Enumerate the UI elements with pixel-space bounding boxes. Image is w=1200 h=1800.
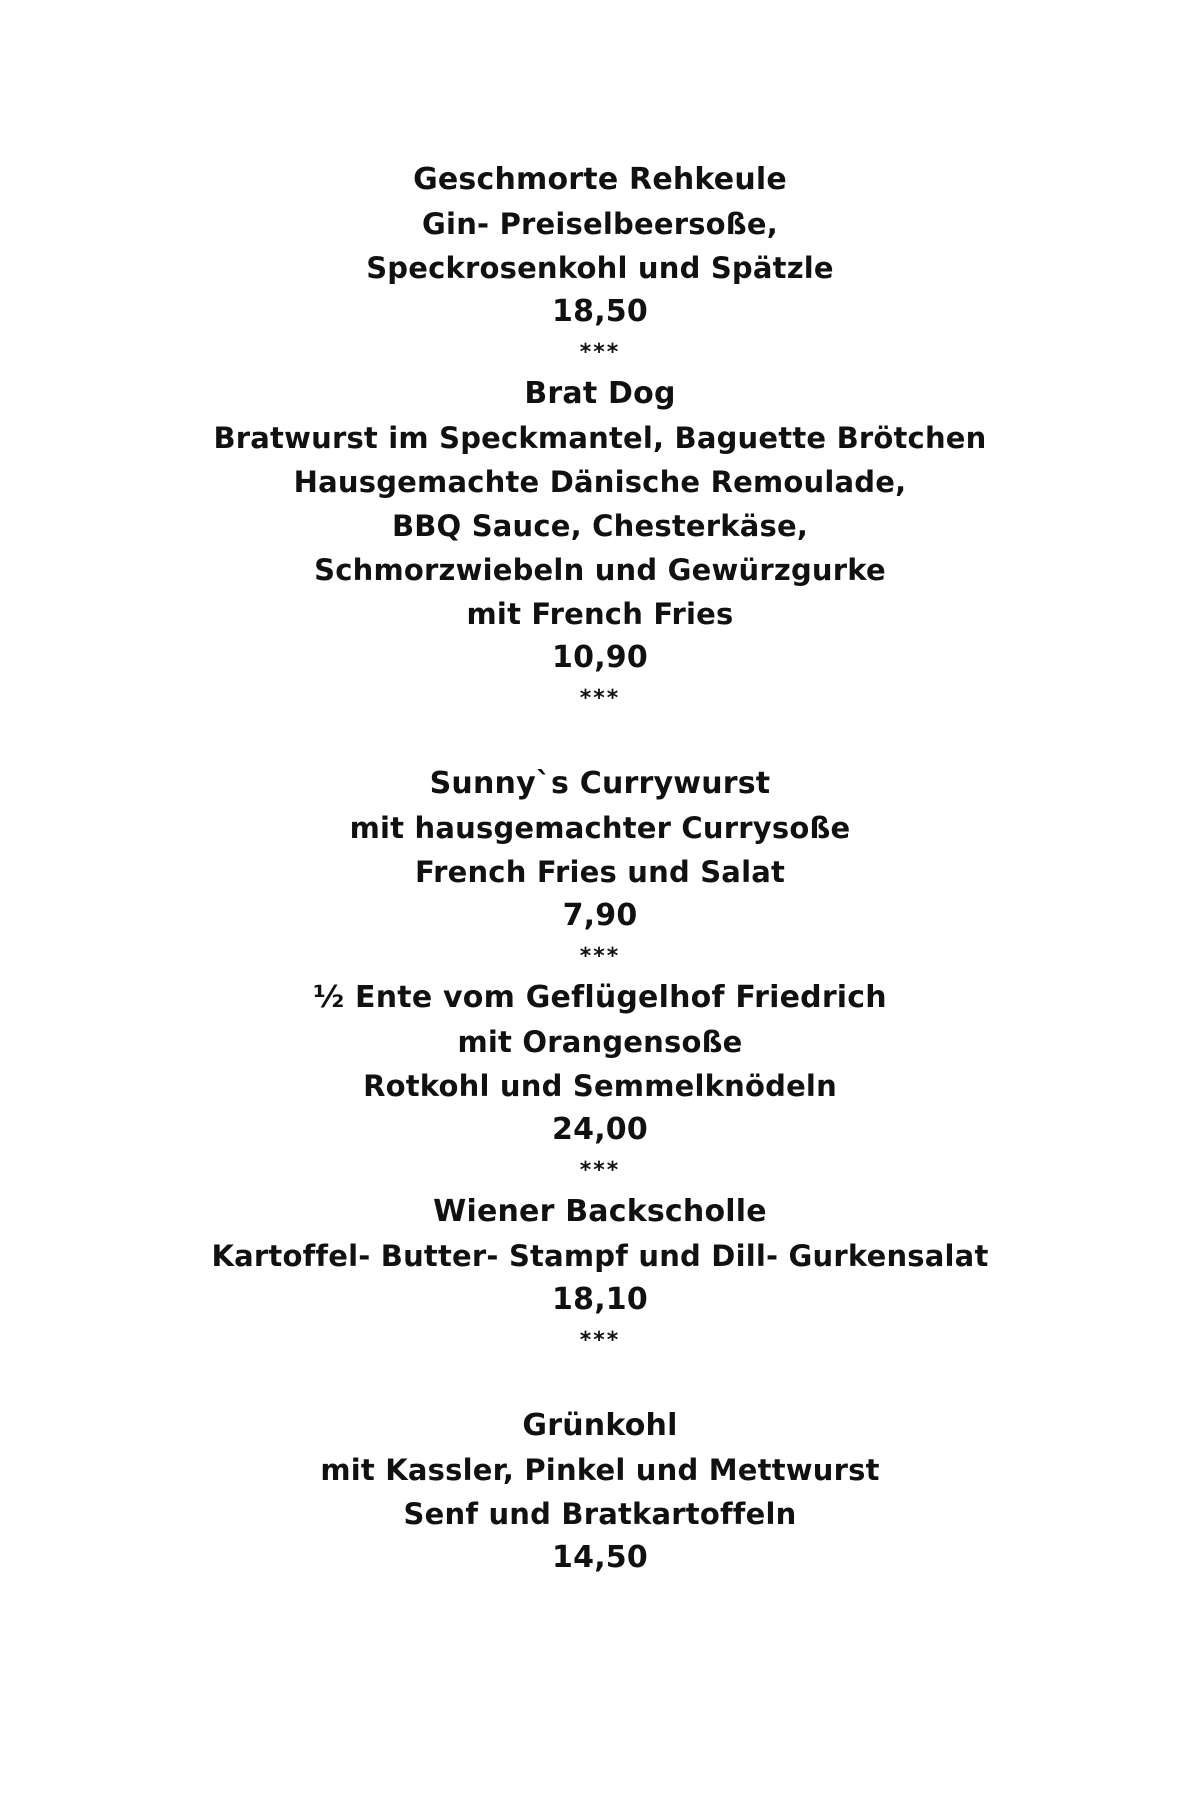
spacer xyxy=(0,1360,1200,1404)
dish-description-line: Speckrosenkohl und Spätzle xyxy=(366,251,834,285)
menu-item-gruenkohl xyxy=(0,1404,1200,1580)
dish-name: Brat Dog xyxy=(524,376,676,411)
dish-description-line: BBQ Sauce, Chesterkäse, xyxy=(391,509,809,543)
separator-stars: *** xyxy=(579,944,621,969)
menu-item-currywurst xyxy=(0,762,1200,972)
dish-name: Wiener Backscholle xyxy=(433,1194,767,1229)
dish-description-line: Schmorzwiebeln und Gewürzgurke xyxy=(314,553,886,587)
dish-description-line: Rotkohl und Semmelknödeln xyxy=(363,1069,837,1103)
dish-name: Geschmorte Rehkeule xyxy=(413,162,787,197)
menu-item-rehkeule xyxy=(0,158,1200,368)
menu-item-brat-dog xyxy=(0,372,1200,714)
dish-description-line: mit French Fries xyxy=(466,597,734,631)
dish-description-line: mit hausgemachter Currysoße xyxy=(349,811,851,845)
dish-price: 14,50 xyxy=(552,1540,648,1575)
separator-stars: *** xyxy=(579,1158,621,1183)
dish-description-line: mit Orangensoße xyxy=(457,1025,743,1059)
separator-stars: *** xyxy=(579,1328,621,1353)
dish-price: 7,90 xyxy=(562,898,638,933)
dish-description-line: Kartoffel- Butter- Stampf und Dill- Gurkensalat xyxy=(211,1239,989,1273)
dish-description-line: mit Kassler, Pinkel und Mettwurst xyxy=(320,1453,880,1487)
dish-price: 24,00 xyxy=(552,1112,648,1147)
separator-stars: *** xyxy=(579,340,621,365)
dish-price: 18,10 xyxy=(552,1282,648,1317)
dish-price: 10,90 xyxy=(552,640,648,675)
menu-item-backscholle xyxy=(0,1190,1200,1356)
dish-name: Sunny`s Currywurst xyxy=(429,766,771,801)
dish-description-line: Hausgemachte Dänische Remoulade, xyxy=(293,465,907,499)
spacer xyxy=(0,718,1200,762)
dish-description-line: French Fries und Salat xyxy=(414,855,786,889)
menu-item-ente xyxy=(0,976,1200,1186)
dish-description-line: Gin- Preiselbeersoße, xyxy=(422,207,778,241)
dish-name: ½ Ente vom Geflügelhof Friedrich xyxy=(313,980,887,1015)
dish-name: Grünkohl xyxy=(522,1408,678,1443)
dish-price: 18,50 xyxy=(552,294,648,329)
separator-stars: *** xyxy=(579,686,621,711)
dish-description-line: Senf und Bratkartoffeln xyxy=(403,1497,797,1531)
dish-description-line: Bratwurst im Speckmantel, Baguette Brötchen xyxy=(213,421,987,455)
